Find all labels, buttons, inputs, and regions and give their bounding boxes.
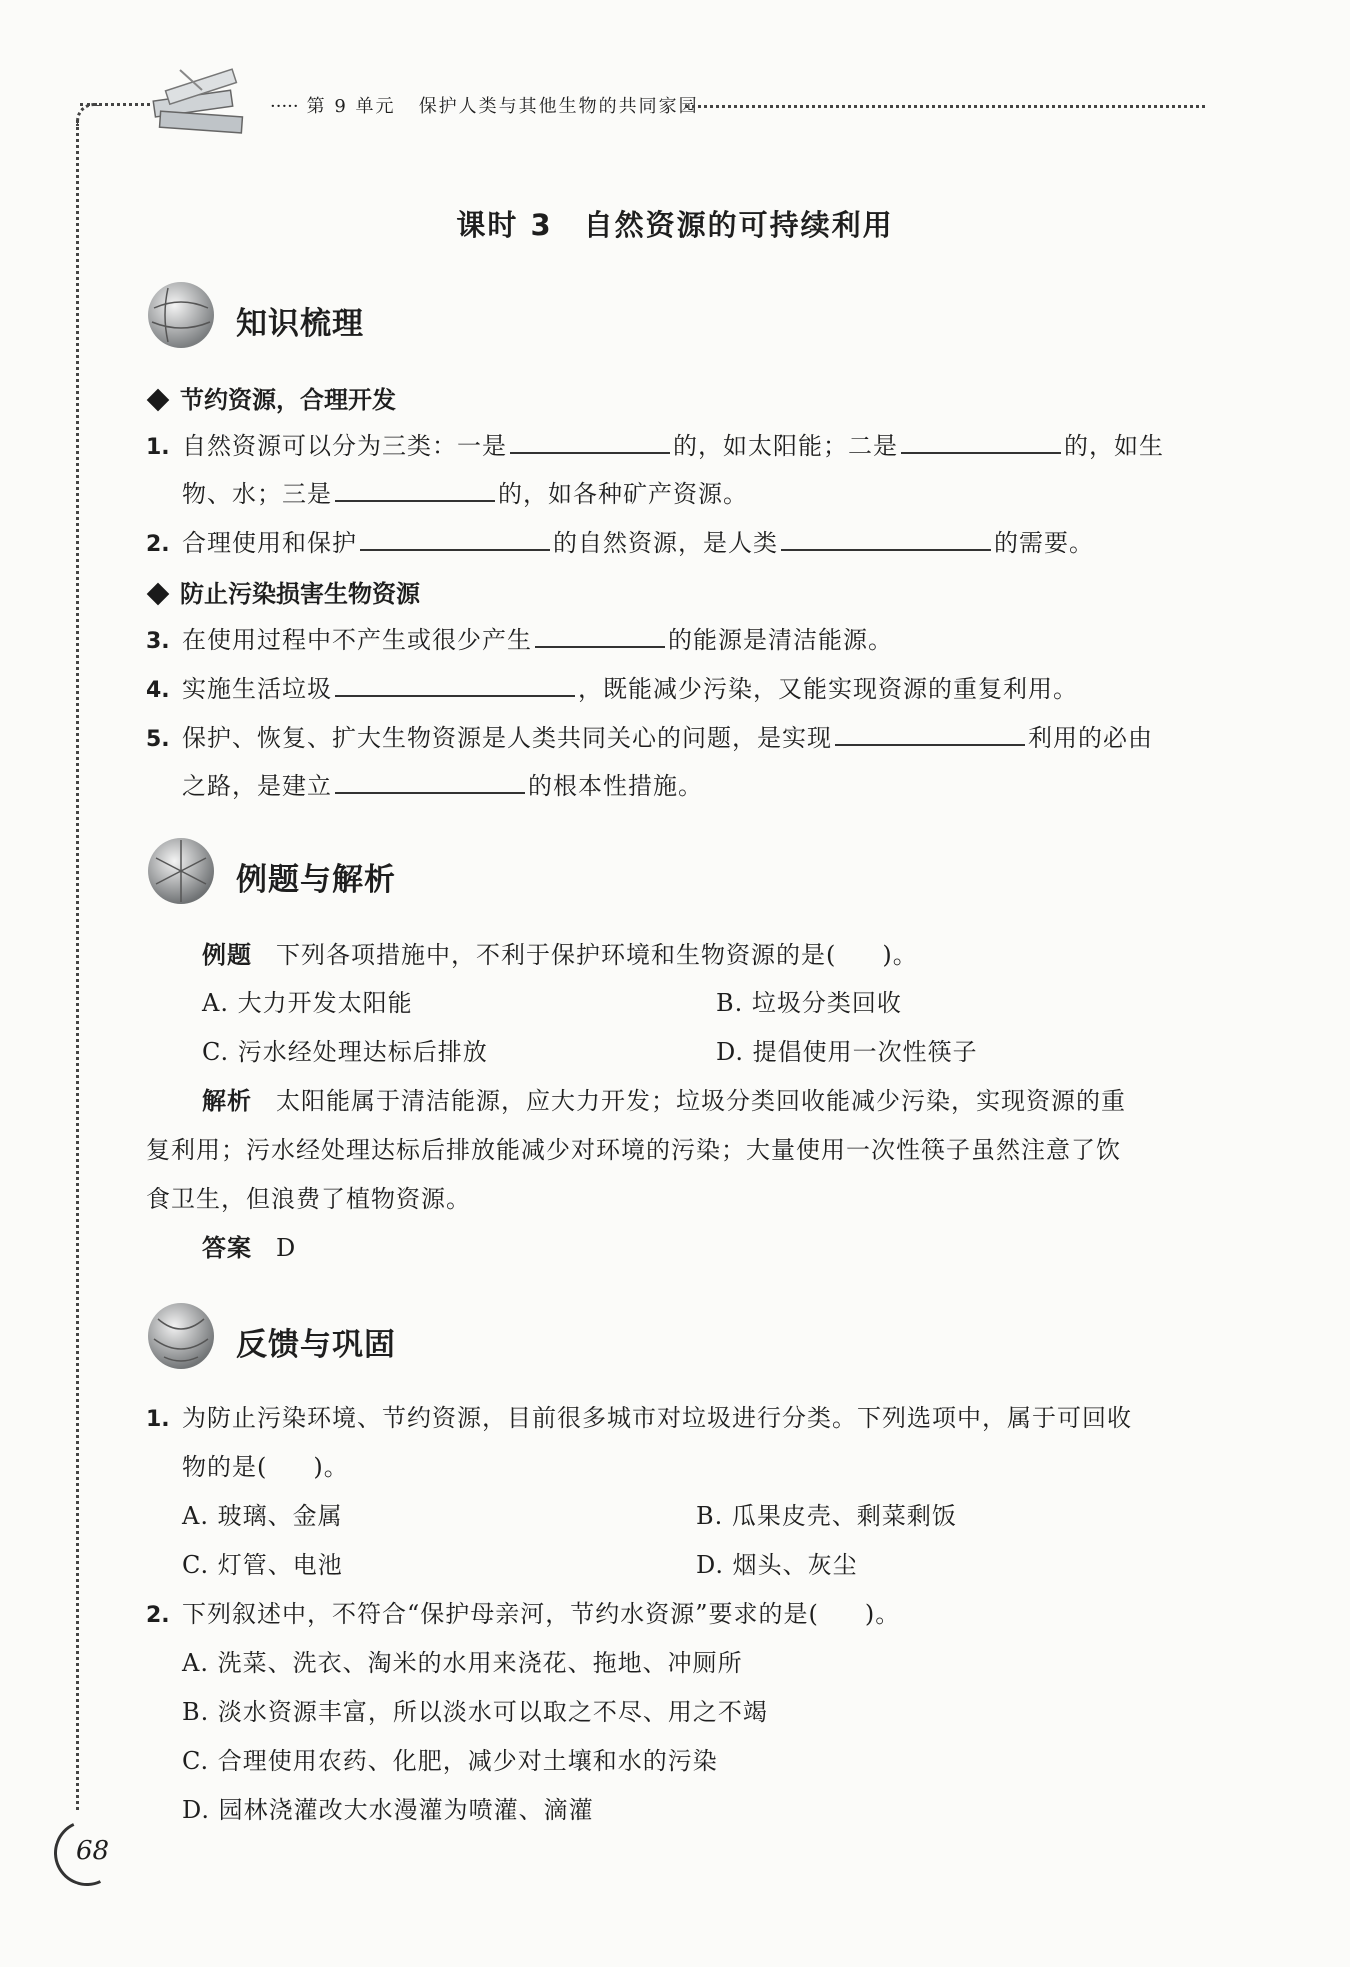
q3-text-a: 在使用过程中不产生或很少产生 — [182, 626, 532, 654]
q5-text-d: 的根本性措施。 — [528, 772, 703, 800]
header-rule-right — [685, 105, 1205, 108]
question-number: 3. — [146, 629, 170, 654]
subheading-prevent-pollution-text: 防止污染损害生物资源 — [180, 580, 420, 608]
answer-blank[interactable] — [335, 478, 495, 502]
q1-text-a: 自然资源可以分为三类：一是 — [182, 432, 507, 460]
book-stack-icon — [140, 60, 260, 150]
q2-text-a: 合理使用和保护 — [182, 529, 357, 557]
feedback-q2-option-d: D. 园林浇灌改大水漫灌为喷灌、滴灌 — [182, 1796, 594, 1824]
section-ball-icon — [144, 1299, 218, 1373]
q4-text-b: ，既能减少污染，又能实现资源的重复利用。 — [578, 675, 1078, 703]
knowledge-q5-line1 — [146, 722, 1153, 755]
answer-blank[interactable] — [335, 770, 525, 794]
answer-blank[interactable] — [835, 722, 1025, 746]
feedback-q2-end: )。 — [864, 1600, 901, 1628]
answer-label: 答案 — [202, 1234, 252, 1262]
knowledge-q1-line1 — [146, 430, 1164, 463]
q1-text-b: 的，如太阳能；二是 — [673, 432, 898, 460]
analysis-text-1: 太阳能属于清洁能源，应大力开发；垃圾分类回收能减少污染，实现资源的重 — [276, 1087, 1126, 1115]
diamond-bullet-icon — [147, 582, 170, 605]
question-number: 1. — [146, 435, 170, 460]
q2-text-c: 的需要。 — [994, 529, 1094, 557]
q3-text-b: 的能源是清洁能源。 — [668, 626, 893, 654]
feedback-q1-option-b: B. 瓜果皮壳、剩菜剩饭 — [696, 1502, 957, 1530]
example-option-c: C. 污水经处理达标后排放 — [202, 1038, 488, 1066]
example-option-b: B. 垃圾分类回收 — [716, 989, 902, 1017]
page-number: 68 — [76, 1836, 110, 1866]
feedback-q1-text-2: 物的是( — [182, 1453, 268, 1481]
feedback-q2-option-a: A. 洗菜、洗衣、淘米的水用来浇花、拖地、冲厕所 — [182, 1649, 743, 1677]
example-analysis-line1 — [202, 1086, 1126, 1116]
section-ball-icon — [144, 834, 218, 908]
frame-left-rule — [76, 120, 79, 1810]
knowledge-q5-line2 — [182, 770, 703, 801]
example-analysis-line2: 复利用；污水经处理达标后排放能减少对环境的污染；大量使用一次性筷子虽然注意了饮 — [146, 1136, 1121, 1164]
question-number: 4. — [146, 678, 170, 703]
subheading-save-resources-text: 节约资源，合理开发 — [180, 386, 396, 414]
answer-value: D — [276, 1234, 297, 1262]
question-number: 2. — [146, 532, 170, 557]
header-unit: 第 9 单元 — [306, 96, 396, 117]
feedback-q1-line2 — [182, 1452, 349, 1482]
example-question-end: )。 — [882, 941, 918, 969]
analysis-label: 解析 — [202, 1087, 252, 1115]
example-question-text: 下列各项措施中，不利于保护环境和生物资源的是( — [276, 941, 837, 969]
section-feedback-label: 反馈与巩固 — [236, 1327, 396, 1363]
feedback-q2-text: 下列叙述中，不符合“保护母亲河，节约水资源”要求的是( — [182, 1600, 819, 1628]
subheading-prevent-pollution — [146, 574, 420, 609]
q1-text-d: 物、水；三是 — [182, 480, 332, 508]
question-number: 2. — [146, 1603, 170, 1628]
answer-blank[interactable] — [510, 430, 670, 454]
feedback-q1-text: 为防止污染环境、节约资源，目前很多城市对垃圾进行分类。下列选项中，属于可回收 — [182, 1404, 1132, 1432]
feedback-q2-line1 — [146, 1599, 900, 1631]
answer-blank[interactable] — [535, 624, 665, 648]
page-number-badge — [54, 1820, 118, 1884]
lesson-title: 课时 3 自然资源的可持续利用 — [456, 208, 894, 242]
q4-text-a: 实施生活垃圾 — [182, 675, 332, 703]
q5-text-c: 之路，是建立 — [182, 772, 332, 800]
diamond-bullet-icon — [147, 388, 170, 411]
subheading-save-resources — [146, 380, 396, 415]
knowledge-q1-line2 — [182, 478, 748, 509]
q5-text-b: 利用的必由 — [1028, 724, 1153, 752]
q2-text-b: 的自然资源，是人类 — [553, 529, 778, 557]
question-number: 5. — [146, 727, 170, 752]
running-header — [270, 92, 699, 118]
answer-blank[interactable] — [901, 430, 1061, 454]
feedback-q1-option-a: A. 玻璃、金属 — [182, 1502, 343, 1530]
q1-text-e: 的，如各种矿产资源。 — [498, 480, 748, 508]
knowledge-q2 — [146, 527, 1094, 560]
frame-corner — [76, 103, 99, 126]
question-number: 1. — [146, 1407, 170, 1432]
knowledge-q3 — [146, 624, 893, 657]
example-option-d: D. 提倡使用一次性筷子 — [716, 1038, 978, 1066]
section-knowledge-label: 知识梳理 — [236, 306, 364, 342]
header-dots: ····· — [270, 96, 299, 117]
answer-blank[interactable] — [360, 527, 550, 551]
section-examples-label: 例题与解析 — [236, 862, 396, 898]
section-ball-icon — [144, 278, 218, 352]
example-option-a: A. 大力开发太阳能 — [202, 989, 413, 1017]
answer-blank[interactable] — [781, 527, 991, 551]
feedback-q2-option-c: C. 合理使用农药、化肥，减少对土壤和水的污染 — [182, 1747, 718, 1775]
feedback-q2-option-b: B. 淡水资源丰富，所以淡水可以取之不尽、用之不竭 — [182, 1698, 768, 1726]
feedback-q1-option-c: C. 灯管、电池 — [182, 1551, 343, 1579]
q1-text-c: 的，如生 — [1064, 432, 1164, 460]
feedback-q1-line1 — [146, 1403, 1132, 1435]
header-unit-title: 保护人类与其他生物的共同家园 — [418, 96, 699, 117]
answer-blank[interactable] — [335, 673, 575, 697]
feedback-q1-option-d: D. 烟头、灰尘 — [696, 1551, 858, 1579]
example-label: 例题 — [202, 941, 252, 969]
knowledge-q4 — [146, 673, 1078, 706]
example-answer — [202, 1233, 296, 1263]
q5-text-a: 保护、恢复、扩大生物资源是人类共同关心的问题，是实现 — [182, 724, 832, 752]
feedback-q1-end: )。 — [313, 1453, 349, 1481]
example-question — [202, 940, 918, 970]
example-analysis-line3: 食卫生，但浪费了植物资源。 — [146, 1185, 471, 1213]
